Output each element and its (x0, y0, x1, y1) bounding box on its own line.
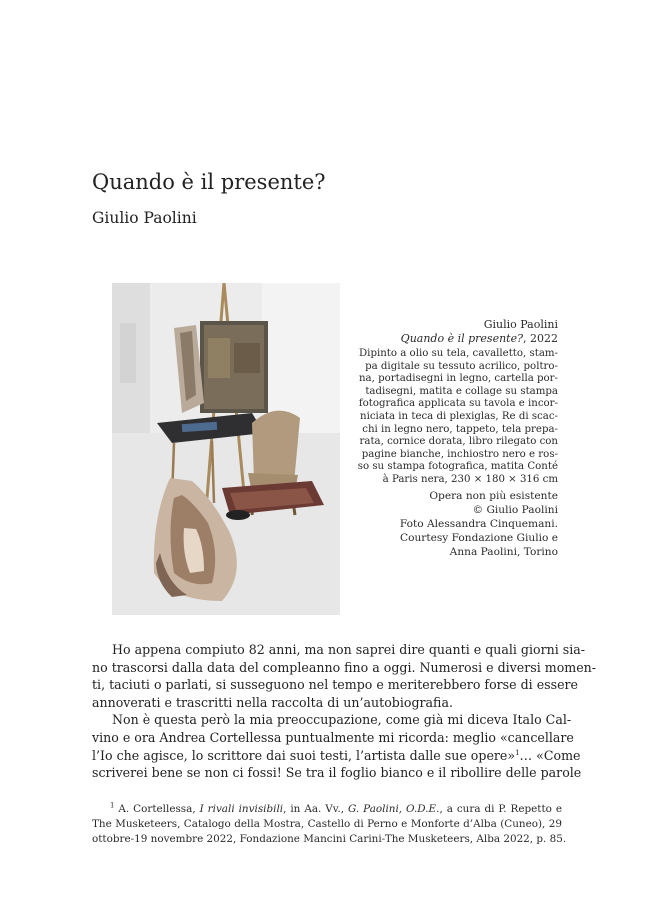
body-line: annoverati e trascritti nella raccolta di un’autobiografia. (92, 694, 453, 710)
body-text (92, 641, 597, 782)
footnote (92, 801, 567, 847)
caption-credit-line: Foto Alessandra Cinquemani. (399, 517, 558, 530)
caption-work-year: , 2022 (523, 332, 558, 345)
body-line: no trascorsi dalla data del compleanno fino a oggi. Numerosi e diversi momen- (92, 659, 597, 675)
chapter-author: Giulio Paolini (92, 209, 197, 227)
caption-credit-line: Anna Paolini, Torino (449, 545, 558, 558)
footnote-number: 1 (110, 801, 115, 810)
caption-desc-line: niciata in teca di plexiglas, Re di scac- (360, 410, 558, 422)
footnote-line: The Musketeers, Catalogo della Mostra, Castello di Perno e Monforte d’Alba (Cuneo), 29 (92, 818, 562, 830)
caption-desc-line: Dipinto a olio su tela, cavalletto, stam- (359, 348, 558, 359)
footnote-text: , in Aa. Vv., (283, 803, 348, 815)
footnote-text: , a cura di P. Repetto e (439, 803, 563, 815)
footnote-reference: 1 (515, 748, 520, 757)
body-line: ti, taciuti o parlati, si susseguono nel tempo e meriterebbero forse di essere (92, 677, 578, 693)
body-line-segment: l’Io che agisce, lo scrittore dai suoi testi, l’artista dalle sue opere» (92, 747, 516, 763)
body-line: vino e ora Andrea Cortellessa puntualmente mi ricorda: meglio «cancellare (92, 729, 574, 745)
artwork-photo (112, 283, 340, 615)
caption-desc-line: chi in legno nero, tappeto, tela prepa- (362, 423, 558, 435)
caption-desc-line: tadisegni, matita e collage su stampa (365, 385, 558, 397)
caption-credit-line: Courtesy Fondazione Giulio e (399, 531, 558, 544)
body-line: scriverei bene se non ci fossi! Se tra il foglio bianco e il ribollire delle parole (92, 765, 582, 781)
caption-work-title: Quando è il presente? (400, 332, 523, 345)
caption-desc-line: à Paris nera, 230 × 180 × 316 cm (382, 473, 558, 485)
caption-status: Opera non più esistente (429, 489, 558, 502)
caption-artist: Giulio Paolini (483, 318, 558, 331)
caption-desc-line: rata, cornice dorata, libro rilegato con (359, 436, 558, 448)
footnote-italic: I rivali invisibili (199, 803, 284, 815)
footnote-italic: G. Paolini, O.D.E. (347, 803, 440, 815)
footnote-line (92, 802, 562, 817)
artwork-caption (348, 318, 558, 559)
footnote-text: A. Cortellessa, (114, 803, 200, 815)
caption-copyright: © Giulio Paolini (472, 503, 558, 516)
caption-desc-line: so su stampa fotografica, matita Conté (357, 461, 558, 473)
body-line-segment: … «Come (519, 747, 581, 763)
caption-desc-line: fotografica applicata su tavola e incor- (358, 398, 558, 410)
body-line (92, 747, 581, 765)
caption-work (348, 332, 558, 346)
footnote-line: ottobre-19 novembre 2022, Fondazione Mancini Carini-The Musketeers, Alba 2022, p. 85. (92, 833, 567, 845)
body-line: Non è questa però la mia preoccupazione, come già mi diceva Italo Cal- (112, 712, 572, 728)
chapter-title: Quando è il presente? (92, 170, 326, 194)
caption-description (348, 348, 558, 487)
caption-desc-line: na, portadisegni in legno, cartella por- (358, 373, 558, 385)
caption-desc-line: pa digitale su tessuto acrilico, poltro- (365, 360, 558, 372)
body-line: Ho appena compiuto 82 anni, ma non saprei dire quanti e quali giorni sia- (112, 642, 586, 657)
caption-desc-line: pagine bianche, inchiostro nero e ros- (361, 448, 558, 460)
